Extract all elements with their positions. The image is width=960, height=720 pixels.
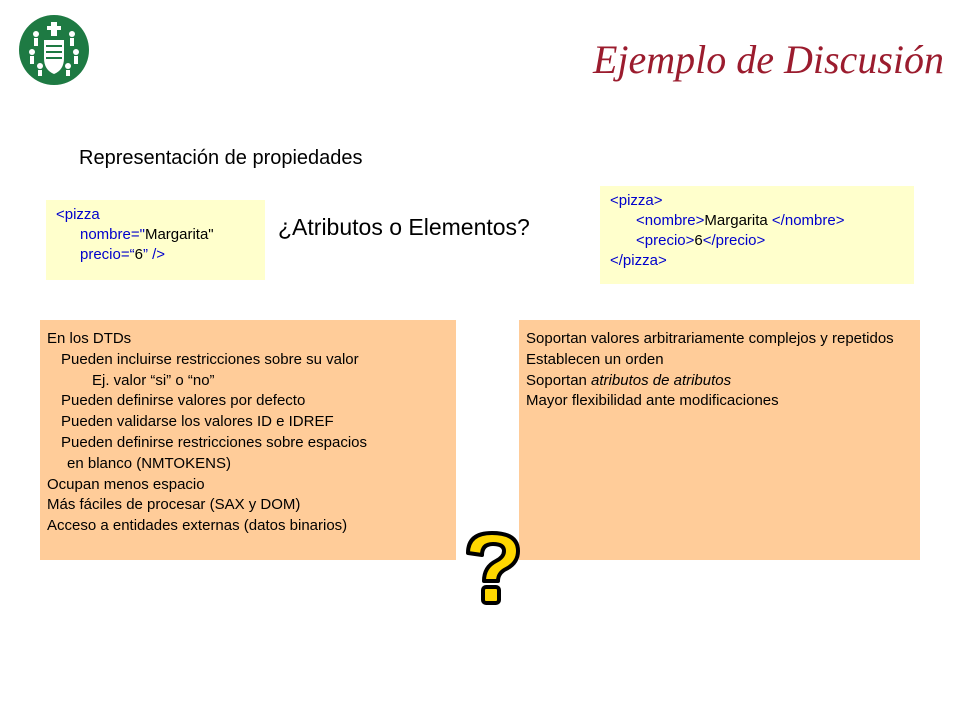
code-line <box>56 245 265 265</box>
question-mark-icon <box>454 527 530 611</box>
attribute-advantages-box <box>40 320 456 560</box>
code-value: Margarita" <box>144 226 214 243</box>
code-tag: </nombre> <box>771 212 845 229</box>
code-attr: precio=“ <box>80 246 135 263</box>
code-value: 6 <box>694 232 703 249</box>
code-value: Margarita <box>704 212 772 229</box>
code-line <box>610 191 914 211</box>
slide-subtitle: Representación de propiedades <box>79 147 363 169</box>
code-tag: <nombre> <box>636 212 705 229</box>
code-line <box>610 251 914 271</box>
list-item: Pueden validarse los valores ID e IDREF <box>61 413 334 431</box>
attribute-code-box <box>46 200 265 280</box>
code-attr: nombre=" <box>80 226 145 243</box>
question-heading: ¿Atributos o Elementos? <box>278 214 530 240</box>
list-item: Establecen un orden <box>526 350 664 368</box>
code-line <box>56 225 265 245</box>
code-line <box>610 231 914 251</box>
list-item: en blanco (NMTOKENS) <box>67 454 231 472</box>
code-value: 6 <box>134 246 143 263</box>
code-tag: <pizza> <box>610 192 663 209</box>
code-line <box>56 205 265 225</box>
list-item: Pueden incluirse restricciones sobre su valor <box>61 350 359 368</box>
list-item-text: Soportan <box>526 371 592 389</box>
list-item: Mayor flexibilidad ante modificaciones <box>526 392 779 410</box>
code-tag: </precio> <box>702 232 766 249</box>
code-line <box>610 211 914 231</box>
code-tag: </pizza> <box>610 252 667 269</box>
code-tag: ” /> <box>142 246 166 263</box>
list-item: En los DTDs <box>47 330 132 347</box>
list-item: Más fáciles de procesar (SAX y DOM) <box>47 496 301 514</box>
list-item: Ocupan menos espacio <box>47 475 205 493</box>
list-item: Acceso a entidades externas (datos binarios) <box>47 517 348 535</box>
list-item: Soportan valores arbitrariamente complejos y repetidos <box>526 330 894 347</box>
code-tag: <precio> <box>636 232 695 249</box>
element-code-box <box>600 186 914 284</box>
university-crest-icon <box>18 14 90 86</box>
list-item <box>526 371 920 392</box>
slide-title: Ejemplo de Discusión <box>592 37 944 82</box>
code-tag: <pizza <box>56 206 100 223</box>
list-item: Ej. valor “si” o “no” <box>92 371 215 389</box>
list-item: Pueden definirse restricciones sobre espacios <box>61 433 367 451</box>
list-item-emphasis: atributos de atributos <box>591 371 732 389</box>
element-advantages-box <box>519 320 920 560</box>
list-item: Pueden definirse valores por defecto <box>61 392 306 410</box>
